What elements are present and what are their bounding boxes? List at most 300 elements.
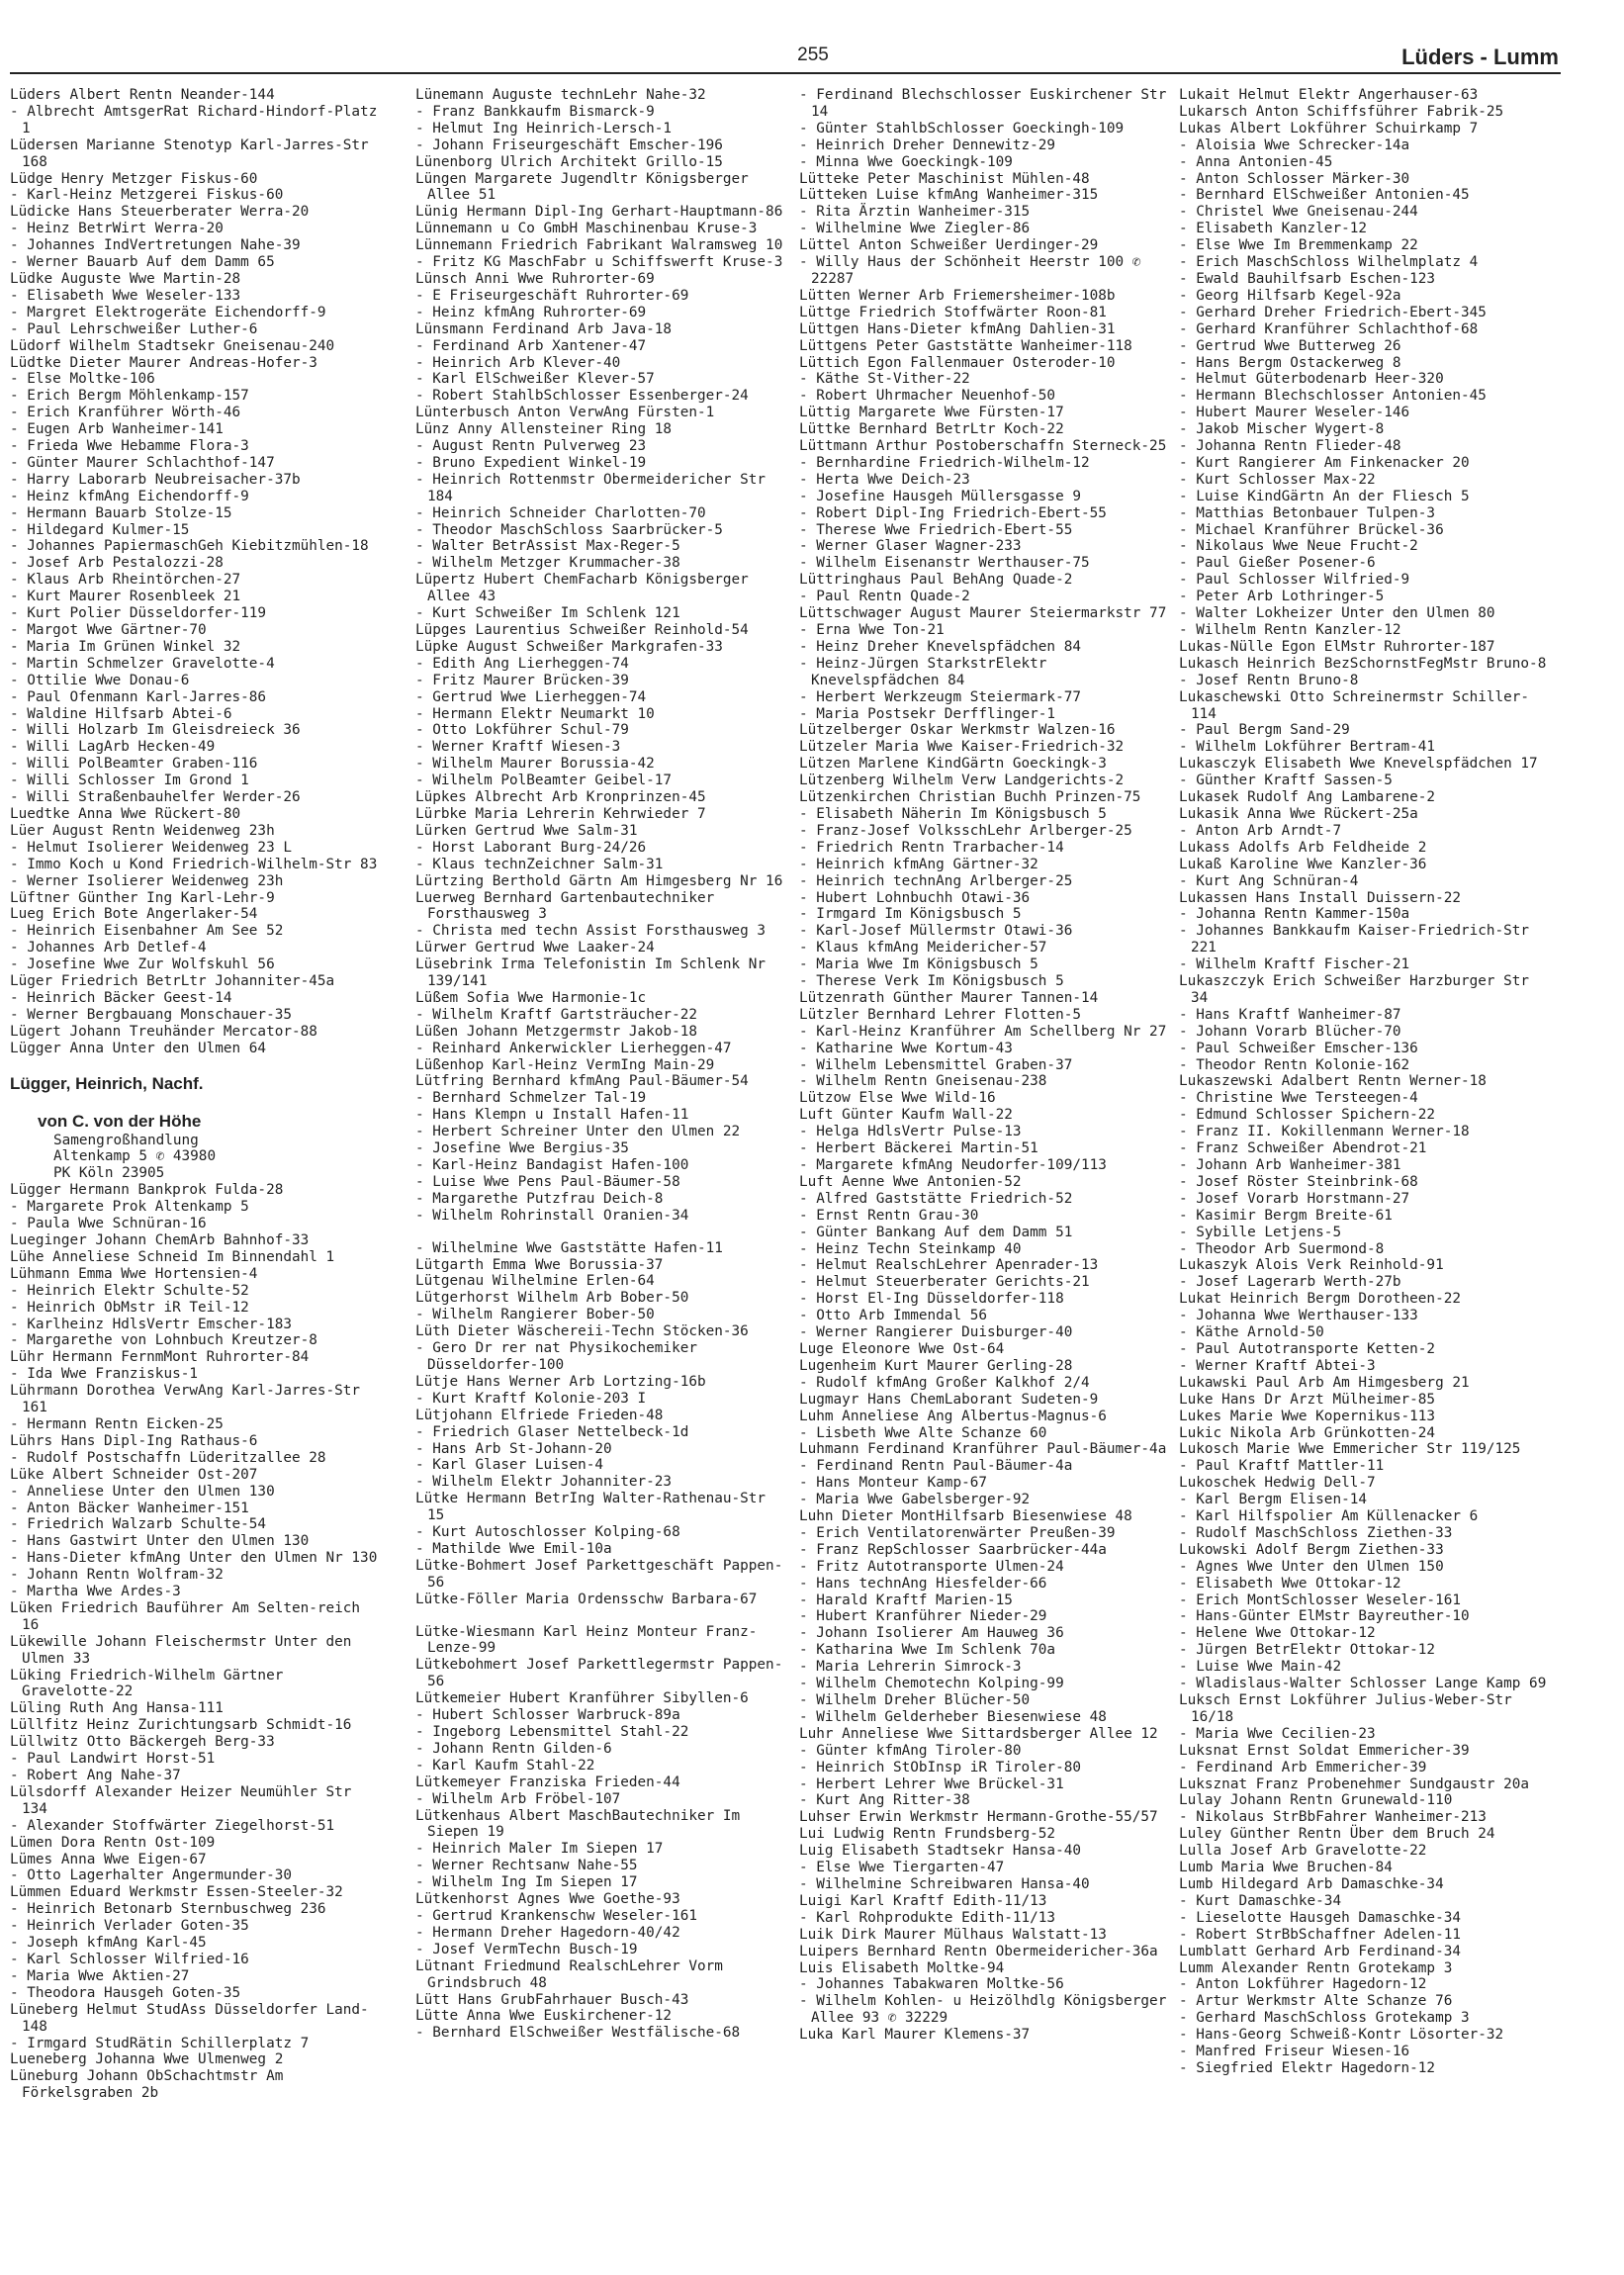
directory-entry: Lumb Maria Wwe Bruchen-84	[1179, 1860, 1393, 1876]
directory-entry: - Erich MaschSchloss Wilhelmplatz 4	[1179, 254, 1479, 271]
directory-entry: Lüsebrink Irma Telefonistin Im Schlenk Nr 139/141	[415, 956, 774, 990]
directory-entry: - Werner Kraftf Abtei-3	[1179, 1357, 1376, 1374]
directory-entry: - Friedrich Rentn Trarbacher-14	[799, 839, 1064, 856]
directory-entry: Lüllwitz Otto Bäckergeh Berg-33	[10, 1734, 275, 1751]
directory-entry: - Hermann Rentn Eicken-25	[10, 1415, 224, 1432]
directory-entry: - Hubert Maurer Weseler-146	[1179, 405, 1410, 421]
directory-entry: Lüßem Sofia Wwe Harmonie-1c	[415, 989, 647, 1006]
directory-entry: - Jürgen BetrElektr Ottokar-12	[1179, 1642, 1436, 1659]
directory-entry: - Johannes Arb Detlef-4	[10, 940, 207, 956]
directory-entry: - Walter BetrAssist Max-Reger-5	[415, 538, 680, 555]
directory-entry: - E Friseurgeschäft Ruhrorter-69	[415, 287, 689, 304]
directory-entry: - Wilhelm Lokführer Bertram-41	[1179, 739, 1436, 756]
directory-entry: - Johann Rentn Wolfram-32	[10, 1567, 224, 1584]
directory-entry: - Fritz Maurer Brücken-39	[415, 672, 629, 688]
directory-entry: - Martha Wwe Ardes-3	[10, 1584, 181, 1600]
directory-entry: Lützelberger Oskar Werkmstr Walzen-16	[799, 722, 1116, 739]
directory-entry: - Gertrud Wwe Butterweg 26	[1179, 337, 1401, 354]
entry-heading: Lügger, Heinrich, Nachf.	[10, 1073, 204, 1093]
directory-entry: Lukasczyk Elisabeth Wwe Knevelspfädchen 17	[1179, 756, 1538, 773]
directory-entry: Lüpkes Albrecht Arb Kronprinzen-45	[415, 789, 706, 806]
directory-entry: Lührmann Dorothea VerwAng Karl-Jarres-Str 161	[10, 1383, 369, 1416]
directory-entry: Luipers Bernhard Rentn Obermeidericher-36a	[799, 1943, 1158, 1959]
directory-entry: - Christa med techn Assist Forsthausweg 3	[415, 923, 767, 940]
directory-entry: - Kurt Damaschke-34	[1179, 1892, 1342, 1909]
directory-entry: - Maria Wwe Gabelsberger-92	[799, 1492, 1031, 1508]
directory-entry: - Theodor MaschSchloss Saarbrücker-5	[415, 521, 723, 538]
directory-entry: Lüneberg Helmut StudAss Düsseldorfer Land-148	[10, 2001, 369, 2035]
directory-entry: Lüke Albert Schneider Ost-207	[10, 1466, 258, 1483]
directory-entry: - Heinrich Betonarb Sternbuschweg 236	[10, 1901, 326, 1918]
directory-entry: Luksnat Ernst Soldat Emmericher-39	[1179, 1742, 1470, 1759]
directory-entry: - Bernhard Schmelzer Tal-19	[415, 1090, 647, 1107]
directory-entry: - Reinhard Ankerwickler Lierheggen-47	[415, 1040, 732, 1056]
directory-entry: - Margarete kfmAng Neudorfer-109/113	[799, 1157, 1107, 1173]
directory-entry: - Helmut Steuerberater Gerichts-21	[799, 1274, 1090, 1291]
directory-entry: - Franz RepSchlosser Saarbrücker-44a	[799, 1541, 1107, 1558]
directory-entry: - Nikolaus Wwe Neue Frucht-2	[1179, 538, 1418, 555]
directory-entry: - Karl Kaufm Stahl-22	[415, 1757, 595, 1774]
directory-entry: Luerweg Bernhard Gartenbautechniker Forsthausweg 3	[415, 889, 723, 923]
directory-entry: - Robert StahlbSchlosser Essenberger-24	[415, 388, 749, 405]
directory-entry: - Herbert Schreiner Unter den Ulmen 22	[415, 1124, 741, 1140]
directory-entry: - Willi Holzarb Im Gleisdreieck 36	[10, 722, 301, 739]
directory-entry: - Margarete Prok Altenkamp 5	[10, 1199, 249, 1216]
directory-entry: - Kurt Rangierer Am Finkenacker 20	[1179, 454, 1470, 471]
directory-entry: Lürken Gertrud Wwe Salm-31	[415, 822, 638, 839]
directory-entry: - Maria Wwe Cecilien-23	[1179, 1725, 1376, 1742]
page-number: 255	[797, 45, 829, 65]
directory-column-1	[10, 87, 384, 2102]
directory-entry: - Heinrich Maler Im Siepen 17	[415, 1841, 664, 1858]
directory-entry: Lukaszczyk Erich Schweißer Harzburger Str 34	[1179, 973, 1538, 1006]
directory-entry: - Josef Rentn Bruno-8	[1179, 672, 1359, 688]
directory-entry: - Ewald Bauhilfsarb Eschen-123	[1179, 270, 1436, 287]
directory-entry: Luigi Karl Kraftf Edith-11/13	[799, 1892, 1047, 1909]
directory-entry: - Helmut Güterbodenarb Heer-320	[1179, 371, 1444, 388]
directory-entry: Lukasek Rudolf Ang Lambarene-2	[1179, 789, 1436, 806]
directory-entry: Lügger Hermann Bankprok Fulda-28	[10, 1182, 284, 1199]
directory-entry: - Helmut RealschLehrer Apenrader-13	[799, 1257, 1099, 1274]
directory-entry: - Elisabeth Wwe Ottokar-12	[1179, 1575, 1401, 1592]
directory-entry: Lügert Johann Treuhänder Mercator-88	[10, 1023, 317, 1040]
directory-entry: Lüken Friedrich Bauführer Am Selten-reich 16	[10, 1599, 369, 1633]
directory-entry: - Wilhelmine Schreibwaren Hansa-40	[799, 1875, 1090, 1892]
directory-entry: - Wilhelm Maurer Borussia-42	[415, 756, 655, 773]
directory-entry: - Kurt Schweißer Im Schlenk 121	[415, 605, 680, 622]
directory-entry: Luhser Erwin Werkmstr Hermann-Grothe-55/57	[799, 1809, 1158, 1826]
directory-entry: Lukas-Nülle Egon ElMstr Ruhrorter-187	[1179, 638, 1495, 655]
directory-entry: - Werner Glaser Wagner-233	[799, 538, 1022, 555]
directory-entry: Lüttmann Arthur Postoberschaffn Sterneck-25	[799, 438, 1167, 455]
directory-entry: - Lieselotte Hausgeh Damaschke-34	[1179, 1909, 1461, 1926]
directory-entry: - Heinrich Rottenmstr Obermeidericher Str 184	[415, 471, 774, 504]
directory-entry: - Maria Wwe Im Königsbusch 5	[799, 956, 1038, 973]
directory-entry: Lüttel Anton Schweißer Uerdinger-29	[799, 237, 1099, 254]
directory-entry: - Bernhard ElSchweißer Westfälische-68	[415, 2025, 741, 2042]
directory-entry: Lüpges Laurentius Schweißer Reinhold-54	[415, 622, 749, 638]
directory-entry: - Klaus Arb Rheintörchen-27	[10, 572, 241, 589]
directory-entry: Lukoschek Hedwig Dell-7	[1179, 1475, 1376, 1492]
directory-entry: - Robert Uhrmacher Neuenhof-50	[799, 388, 1056, 405]
directory-entry: - Horst El-Ing Düsseldorfer-118	[799, 1291, 1064, 1308]
directory-entry: - Willi Straßenbauhelfer Werder-26	[10, 789, 301, 806]
directory-entry: - Karl Rohprodukte Edith-11/13	[799, 1909, 1056, 1926]
directory-entry: - Günther Kraftf Sassen-5	[1179, 773, 1393, 789]
directory-entry: - Käthe Arnold-50	[1179, 1324, 1324, 1341]
directory-entry: - Karlheinz HdlsVertr Emscher-183	[10, 1316, 292, 1332]
directory-entry: Lütke-Föller Maria Ordensschw Barbara-67	[415, 1591, 758, 1607]
directory-entry: - Franz Schweißer Abendrot-21	[1179, 1140, 1427, 1157]
directory-entry: - Wilhelm Arb Fröbel-107	[415, 1790, 621, 1807]
directory-entry: - Erich Ventilatorenwärter Preußen-39	[799, 1524, 1116, 1541]
directory-entry: - Wilhelm Eisenanstr Werthauser-75	[799, 555, 1090, 572]
directory-entry: - Gertrud Wwe Lierheggen-74	[415, 688, 647, 705]
directory-entry: - Minna Wwe Goeckingk-109	[799, 153, 1013, 170]
directory-entry: Lüking Friedrich-Wilhelm Gärtner Gravelotte-22	[10, 1667, 292, 1700]
directory-entry: - Johannes PapiermaschGeh Kiebitzmühlen-18	[10, 538, 369, 555]
directory-entry: - Anna Antonien-45	[1179, 153, 1333, 170]
directory-entry: Lueneberg Johanna Wwe Ulmenweg 2	[10, 2051, 284, 2068]
directory-entry: - Hermann Bauarb Stolze-15	[10, 504, 232, 521]
directory-entry: - Wilhelm Elektr Johanniter-23	[415, 1474, 673, 1491]
directory-entry: - Hans Monteur Kamp-67	[799, 1475, 987, 1492]
directory-entry: - Bernhardine Friedrich-Wilhelm-12	[799, 454, 1090, 471]
directory-entry: - Margarethe von Lohnbuch Kreutzer-8	[10, 1332, 317, 1349]
directory-entry: - Josefine Hausgeh Müllersgasse 9	[799, 488, 1081, 504]
directory-entry: Lüllfitz Heinz Zurichtungsarb Schmidt-16	[10, 1717, 352, 1734]
directory-entry: Lüdke Auguste Wwe Martin-28	[10, 270, 241, 287]
directory-entry: - Rudolf Postschaffn Lüderitzallee 28	[10, 1449, 326, 1466]
directory-entry: - Maria Wwe Aktien-27	[10, 1967, 190, 1984]
directory-entry: - Hubert Kranführer Nieder-29	[799, 1608, 1047, 1625]
directory-entry: Lütten Werner Arb Friemersheimer-108b	[799, 287, 1116, 304]
directory-entry: - Herbert Werkzeugm Steiermark-77	[799, 688, 1081, 705]
directory-entry: Lüer August Rentn Weidenweg 23h	[10, 822, 275, 839]
directory-entry: - Helmut Ing Heinrich-Lersch-1	[415, 120, 673, 136]
directory-entry: - Heinrich StObInsp iR Tiroler-80	[799, 1759, 1081, 1775]
directory-entry: Lürbke Maria Lehrerin Kehrwieder 7	[415, 805, 706, 822]
spacer	[10, 1057, 384, 1073]
directory-entry: - Franz-Josef VolksschLehr Arlberger-25	[799, 822, 1132, 839]
directory-entry: - Theodor Arb Suermond-8	[1179, 1240, 1385, 1257]
directory-entry: - Ferdinand Rentn Paul-Bäumer-4a	[799, 1458, 1073, 1475]
directory-entry: - Siegfried Elektr Hagedorn-12	[1179, 2059, 1436, 2076]
directory-entry: - Katharine Wwe Kortum-43	[799, 1040, 1013, 1056]
directory-entry: - Wilhelm Kohlen- u Heizölhdlg Königsberger Allee 93 ✆ 32229	[799, 1993, 1175, 2027]
directory-entry: - Fritz KG MaschFabr u Schiffswerft Kruse-3	[415, 254, 783, 271]
directory-entry: Lütke-Bohmert Josef Parkettgeschäft Pappen-56	[415, 1557, 783, 1591]
spacer	[415, 1225, 789, 1240]
directory-entry: Lukosch Marie Wwe Emmericher Str 119/125	[1179, 1441, 1521, 1458]
directory-entry: Lünterbusch Anton VerwAng Fürsten-1	[415, 405, 715, 421]
directory-entry: Lünz Anny Allensteiner Ring 18	[415, 421, 673, 438]
directory-entry: - Hermann Elektr Neumarkt 10	[415, 705, 655, 722]
directory-entry: - Maria Postsekr Derfflinger-1	[799, 705, 1056, 722]
directory-entry: - Johanna Rentn Kammer-150a	[1179, 906, 1410, 923]
directory-entry: - Immo Koch u Kond Friedrich-Wilhelm-Str 83	[10, 856, 378, 872]
directory-entry: - Johann Vorarb Blücher-70	[1179, 1023, 1401, 1040]
directory-entry: - Kurt Kraftf Kolonie-203 I	[415, 1390, 647, 1407]
directory-entry: - Hans Klempn u Install Hafen-11	[415, 1107, 689, 1124]
directory-entry: Lütgerhorst Wilhelm Arb Bober-50	[415, 1290, 689, 1307]
directory-entry: Lütfring Bernhard kfmAng Paul-Bäumer-54	[415, 1073, 749, 1090]
directory-entry: - Franz II. Kokillenmann Werner-18	[1179, 1124, 1470, 1140]
directory-entry: - Otto Arb Immendal 56	[799, 1308, 987, 1324]
directory-entry: - Michael Kranführer Brückel-36	[1179, 521, 1444, 538]
directory-entry: - Jakob Mischer Wygert-8	[1179, 421, 1385, 438]
directory-entry: - Hermann Blechschlosser Antonien-45	[1179, 388, 1487, 405]
directory-entry: - Horst Laborant Burg-24/26	[415, 839, 647, 856]
directory-entry: Lütteke Peter Maschinist Mühlen-48	[799, 170, 1090, 187]
directory-entry: - Irmgard StudRätin Schillerplatz 7	[10, 2035, 310, 2051]
directory-entry: - Therese Wwe Friedrich-Ebert-55	[799, 521, 1073, 538]
directory-entry: Lützenberg Wilhelm Verw Landgerichts-2	[799, 773, 1125, 789]
directory-entry: - Robert StrBbSchaffner Adelen-11	[1179, 1926, 1461, 1943]
directory-entry: - Joseph kfmAng Karl-45	[10, 1935, 207, 1952]
directory-entry: Lukawski Paul Arb Am Himgesberg 21	[1179, 1374, 1470, 1391]
directory-entry: Lüttke Bernhard BetrLtr Koch-22	[799, 421, 1064, 438]
directory-entry: - Friedrich Walzarb Schulte-54	[10, 1516, 267, 1533]
directory-entry: - Heinrich Bäcker Geest-14	[10, 989, 232, 1006]
directory-entry: - Johann Rentn Gilden-6	[415, 1740, 612, 1757]
directory-entry: - Alexander Stoffwärter Ziegelhorst-51	[10, 1817, 335, 1834]
directory-entry: - Heinz Techn Steinkamp 40	[799, 1240, 1022, 1257]
directory-entry: - Irmgard Im Königsbusch 5	[799, 906, 1022, 923]
directory-entry: - Else Moltke-106	[10, 371, 155, 388]
directory-entry: - Ferdinand Arb Xantener-47	[415, 337, 647, 354]
directory-entry: - Theodor Rentn Kolonie-162	[1179, 1056, 1410, 1073]
directory-entry: Lütt Hans GrubFahrhauer Busch-43	[415, 1991, 689, 2008]
directory-entry: Lüdge Henry Metzger Fiskus-60	[10, 170, 258, 187]
entry-detail: Altenkamp 5 ✆ 43980	[53, 1148, 217, 1165]
directory-entry: - August Rentn Pulverweg 23	[415, 438, 647, 455]
directory-entry: - Nikolaus StrBbFahrer Wanheimer-213	[1179, 1809, 1487, 1826]
directory-entry: Lütke Hermann BetrIng Walter-Rathenau-Str 15	[415, 1491, 774, 1524]
directory-entry: - Paula Wwe Schnüran-16	[10, 1216, 207, 1232]
entry-detail: Samengroßhandlung	[53, 1132, 199, 1148]
directory-column-4	[1179, 87, 1553, 2077]
directory-entry: - Rudolf kfmAng Großer Kalkhof 2/4	[799, 1374, 1090, 1391]
directory-entry: Lukaszyk Alois Verk Reinhold-91	[1179, 1257, 1444, 1274]
directory-entry: - Helene Wwe Ottokar-12	[1179, 1625, 1376, 1642]
directory-entry: - Wilhelmine Wwe Gaststätte Hafen-11	[415, 1239, 723, 1256]
directory-entry: Lukaß Karoline Wwe Kanzler-36	[1179, 856, 1427, 872]
directory-entry: - Kurt Ang Ritter-38	[799, 1792, 970, 1809]
directory-entry: Lukic Nikola Arb Grünkotten-24	[1179, 1424, 1436, 1441]
directory-entry: - Günter kfmAng Tiroler-80	[799, 1742, 1022, 1759]
directory-entry: - Anton Arb Arndt-7	[1179, 822, 1342, 839]
directory-entry: Luhm Anneliese Ang Albertus-Magnus-6	[799, 1408, 1107, 1424]
directory-entry: - Erich Kranführer Wörth-46	[10, 405, 241, 421]
directory-entry: - Peter Arb Lothringer-5	[1179, 589, 1385, 605]
directory-entry: - Anton Schlosser Märker-30	[1179, 170, 1410, 187]
directory-entry: Luksch Ernst Lokführer Julius-Weber-Str 16/18	[1179, 1692, 1521, 1725]
directory-entry: - Werner Isolierer Weidenweg 23h	[10, 872, 284, 889]
directory-entry: - Wilhelm Ing Im Siepen 17	[415, 1874, 638, 1891]
directory-entry: - Heinz Dreher Knevelspfädchen 84	[799, 638, 1081, 655]
directory-entry: - Ferdinand Blechschlosser Euskirchener Str 14	[799, 87, 1175, 120]
directory-entry: - Kurt Schlosser Max-22	[1179, 471, 1376, 488]
directory-entry: - Willi LagArb Hecken-49	[10, 739, 216, 756]
directory-entry: - Paul Schweißer Emscher-136	[1179, 1040, 1418, 1056]
directory-entry: - Hubert Schlosser Warbruck-89a	[415, 1707, 680, 1724]
header-rule	[10, 72, 1561, 74]
directory-entry: - Werner Rangierer Duisburger-40	[799, 1324, 1073, 1341]
directory-entry: Lünnemann u Co GmbH Maschinenbau Kruse-3	[415, 221, 758, 237]
directory-entry: Lütgenau Wilhelmine Erlen-64	[415, 1273, 655, 1290]
directory-entry: - Werner Bauarb Auf dem Damm 65	[10, 254, 275, 271]
directory-entry: Lumm Alexander Rentn Grotekamp 3	[1179, 1959, 1453, 1976]
directory-entry: - Elisabeth Wwe Weseler-133	[10, 287, 241, 304]
directory-entry: - Paul Bergm Sand-29	[1179, 722, 1350, 739]
directory-entry: - Hans Arb St-Johann-20	[415, 1440, 612, 1457]
directory-column-3	[799, 87, 1173, 2044]
directory-entry: - Georg Hilfsarb Kegel-92a	[1179, 287, 1401, 304]
directory-entry: - Willi Schlosser Im Grond 1	[10, 773, 249, 789]
directory-entry: Lugenheim Kurt Maurer Gerling-28	[799, 1357, 1073, 1374]
directory-entry: Lügger Anna Unter den Ulmen 64	[10, 1040, 267, 1056]
directory-entry: Luley Günther Rentn Über dem Bruch 24	[1179, 1826, 1495, 1843]
directory-entry: - Johann Isolierer Am Hauweg 36	[799, 1625, 1064, 1642]
directory-entry: - Elisabeth Näherin Im Königsbusch 5	[799, 805, 1107, 822]
directory-entry: Lukowski Adolf Bergm Ziethen-33	[1179, 1541, 1444, 1558]
directory-entry: - Theodora Hausgeh Goten-35	[10, 1984, 241, 2001]
directory-entry: - Kurt Maurer Rosenbleek 21	[10, 589, 241, 605]
directory-entry: - Elisabeth Kanzler-12	[1179, 221, 1367, 237]
directory-entry: - Erna Wwe Ton-21	[799, 622, 945, 638]
directory-entry: - Maria Im Grünen Winkel 32	[10, 638, 241, 655]
directory-entry: - Willy Haus der Schönheit Heerstr 100 ✆ 22287	[799, 254, 1150, 287]
directory-entry: - Bruno Expedient Winkel-19	[415, 454, 647, 471]
directory-entry: Lükewille Johann Fleischermstr Unter den Ulmen 33	[10, 1633, 361, 1667]
directory-entry: Lukass Adolfs Arb Feldheide 2	[1179, 839, 1427, 856]
directory-entry: - Werner Bergbauang Monschauer-35	[10, 1006, 292, 1023]
directory-entry: - Klaus technZeichner Salm-31	[415, 856, 664, 872]
entry-detail: PK Köln 23905	[53, 1165, 165, 1182]
directory-entry: - Ferdinand Arb Emmericher-39	[1179, 1759, 1427, 1775]
directory-entry: Lumb Hildegard Arb Damaschke-34	[1179, 1875, 1444, 1892]
directory-entry: - Waldine Hilfsarb Abtei-6	[10, 705, 232, 722]
directory-entry: - Klaus kfmAng Meidericher-57	[799, 940, 1047, 956]
directory-entry: - Josef Röster Steinbrink-68	[1179, 1173, 1418, 1190]
directory-entry: - Paul Landwirt Horst-51	[10, 1751, 216, 1768]
directory-entry: - Günter StahlbSchlosser Goeckingh-109	[799, 120, 1125, 136]
directory-entry: - Heinz-Jürgen StarkstrElektr Knevelspfädchen 84	[799, 655, 1056, 688]
entry-heading: von C. von der Höhe	[38, 1111, 202, 1131]
directory-entry: - Helga HdlsVertr Pulse-13	[799, 1124, 1022, 1140]
directory-entry: Lünenborg Ulrich Architekt Grillo-15	[415, 153, 723, 170]
directory-entry: - Josefine Wwe Zur Wolfskuhl 56	[10, 956, 275, 973]
directory-entry: - Heinz kfmAng Eichendorff-9	[10, 488, 249, 504]
directory-entry: Lulay Johann Rentn Grunewald-110	[1179, 1792, 1453, 1809]
directory-entry: Lukarsch Anton Schiffsführer Fabrik-25	[1179, 103, 1504, 120]
directory-entry: - Karl Glaser Luisen-4	[415, 1457, 603, 1474]
directory-entry: - Gerhard MaschSchloss Grotekamp 3	[1179, 2010, 1470, 2027]
directory-entry: Lülsdorff Alexander Heizer Neumühler Str 134	[10, 1783, 361, 1817]
directory-entry: - Josef Vorarb Horstmann-27	[1179, 1190, 1410, 1207]
directory-entry: - Else Wwe Tiergarten-47	[799, 1860, 1005, 1876]
directory-entry: - Martin Schmelzer Gravelotte-4	[10, 655, 275, 672]
directory-entry: - Heinrich Elektr Schulte-52	[10, 1282, 249, 1299]
directory-entry: - Heinrich kfmAng Gärtner-32	[799, 856, 1038, 872]
directory-entry: - Wilhelm Lebensmittel Graben-37	[799, 1056, 1073, 1073]
directory-entry: - Frieda Wwe Hebamme Flora-3	[10, 438, 249, 455]
directory-entry: Lütte Anna Wwe Euskirchener-12	[415, 2008, 673, 2025]
directory-entry: - Luise Wwe Pens Paul-Bäumer-58	[415, 1173, 680, 1190]
directory-entry: - Kurt Polier Düsseldorfer-119	[10, 605, 267, 622]
directory-entry: - Fritz Autotransporte Ulmen-24	[799, 1558, 1064, 1575]
directory-entry: Lüpertz Hubert ChemFacharb Königsberger Allee 43	[415, 572, 758, 605]
directory-entry: Lukas Albert Lokführer Schuirkamp 7	[1179, 120, 1479, 136]
directory-entry: Lütteken Luise kfmAng Wanheimer-315	[799, 187, 1099, 204]
directory-entry: Lützow Else Wwe Wild-16	[799, 1090, 996, 1107]
directory-entry: - Luise Wwe Main-42	[1179, 1659, 1342, 1676]
directory-entry: - Hans Bergm Ostackerweg 8	[1179, 354, 1401, 371]
directory-entry: - Herta Wwe Deich-23	[799, 471, 970, 488]
directory-entry: - Hans Kraftf Wanheimer-87	[1179, 1006, 1401, 1023]
directory-entry: Lünsch Anni Wwe Ruhrorter-69	[415, 270, 655, 287]
directory-entry: Lukasik Anna Wwe Rückert-25a	[1179, 805, 1418, 822]
directory-entry: - Karl-Heinz Kranführer Am Schellberg Nr 27	[799, 1023, 1167, 1040]
directory-entry: Lüneburg Johann ObSchachtmstr Am Förkelsgraben 2b	[10, 2068, 292, 2102]
directory-entry: - Paul Autotransporte Ketten-2	[1179, 1340, 1436, 1357]
directory-entry: Lueg Erich Bote Angerlaker-54	[10, 906, 258, 923]
directory-entry: Lüdtke Dieter Maurer Andreas-Hofer-3	[10, 354, 317, 371]
directory-entry: - Heinz BetrWirt Werra-20	[10, 221, 224, 237]
directory-entry: Lützen Marlene KindGärtn Goeckingk-3	[799, 756, 1107, 773]
directory-entry: Lüßenhop Karl-Heinz VermIng Main-29	[415, 1056, 715, 1073]
directory-entry: Lukat Heinrich Bergm Dorotheen-22	[1179, 1291, 1461, 1308]
directory-entry: - Hermann Dreher Hagedorn-40/42	[415, 1924, 680, 1941]
directory-entry: - Anneliese Unter den Ulmen 130	[10, 1483, 275, 1500]
directory-entry: Lützeler Maria Wwe Kaiser-Friedrich-32	[799, 739, 1125, 756]
directory-entry: Lütje Hans Werner Arb Lortzing-16b	[415, 1373, 706, 1390]
directory-entry: Lüdorf Wilhelm Stadtsekr Gneisenau-240	[10, 337, 335, 354]
directory-entry: - Ingeborg Lebensmittel Stahl-22	[415, 1724, 689, 1740]
directory-entry: - Heinrich Dreher Dennewitz-29	[799, 136, 1056, 153]
directory-entry: Lukait Helmut Elektr Angerhauser-63	[1179, 87, 1479, 103]
directory-entry: - Karl ElSchweißer Klever-57	[415, 371, 655, 388]
directory-entry: Lütkemeyer Franziska Frieden-44	[415, 1774, 680, 1790]
directory-entry: - Anton Bäcker Wanheimer-151	[10, 1500, 249, 1516]
directory-entry: - Heinrich Verlader Goten-35	[10, 1918, 249, 1935]
directory-entry: Luhn Dieter MontHilfsarb Biesenwiese 48	[799, 1508, 1132, 1525]
directory-entry: - Karl-Josef Müllermstr Otawi-36	[799, 923, 1073, 940]
directory-entry: Lüling Ruth Ang Hansa-111	[10, 1700, 224, 1717]
directory-entry: - Kasimir Bergm Breite-61	[1179, 1207, 1393, 1224]
directory-entry: Lünnemann Friedrich Fabrikant Walramsweg 10	[415, 237, 783, 254]
directory-entry: Lünig Hermann Dipl-Ing Gerhart-Hauptmann-86	[415, 204, 783, 221]
directory-entry: - Johannes Bankkaufm Kaiser-Friedrich-Str 221	[1179, 923, 1538, 956]
directory-entry: Lüftner Günther Ing Karl-Lehr-9	[10, 889, 275, 906]
directory-entry: Lümes Anna Wwe Eigen-67	[10, 1851, 207, 1867]
directory-entry: Lüders Albert Rentn Neander-144	[10, 87, 275, 103]
directory-entry: Lugmayr Hans ChemLaborant Sudeten-9	[799, 1391, 1099, 1408]
directory-entry: - Wilhelmine Wwe Ziegler-86	[799, 221, 1031, 237]
directory-entry: - Josef Lagerarb Werth-27b	[1179, 1274, 1401, 1291]
directory-entry: - Johann Friseurgeschäft Emscher-196	[415, 136, 723, 153]
directory-entry: - Johanna Wwe Werthauser-133	[1179, 1308, 1418, 1324]
directory-entry: - Ottilie Wwe Donau-6	[10, 672, 190, 688]
directory-entry: - Edmund Schlosser Spichern-22	[1179, 1107, 1436, 1124]
directory-entry: Lukassen Hans Install Duissern-22	[1179, 889, 1461, 906]
directory-entry: - Karl Hilfspolier Am Küllenacker 6	[1179, 1508, 1479, 1525]
directory-entry: - Heinrich Arb Klever-40	[415, 354, 621, 371]
directory-entry: - Aloisia Wwe Schrecker-14a	[1179, 136, 1410, 153]
directory-entry: Lukaszewski Adalbert Rentn Werner-18	[1179, 1073, 1487, 1090]
directory-entry: - Karl Schlosser Wilfried-16	[10, 1951, 249, 1967]
